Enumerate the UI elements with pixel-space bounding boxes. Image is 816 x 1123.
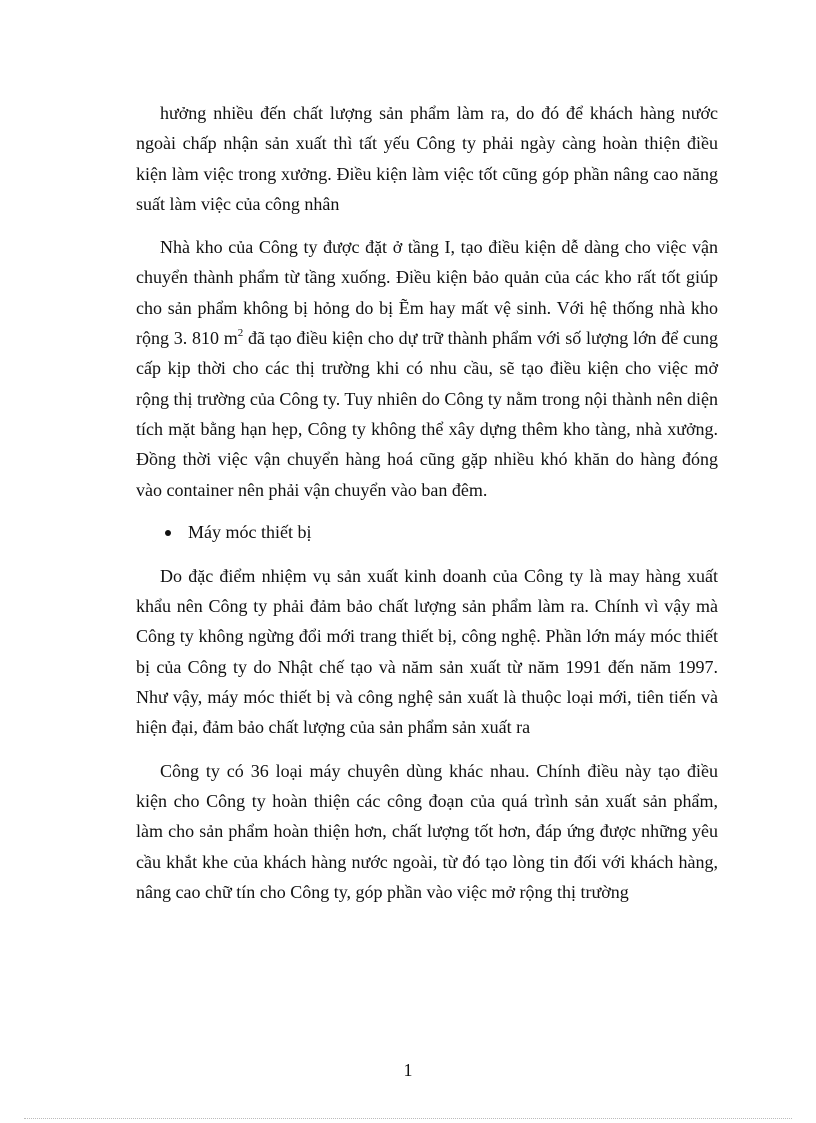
footer-divider [24, 1118, 792, 1119]
paragraph-specialized-machines: Công ty có 36 loại máy chuyên dùng khác nhau. Chính điều này tạo điều kiện cho Công ty hoàn thiện các công đoạn của quá trình sản xuất sản phẩm, làm cho sản phẩm hoàn thiện hơn, chất lượng tốt hơn, đáp ứng được những yêu cầu khắt khe của khách hàng nước ngoài, từ đó tạo lòng tin đối với khách hàng, nâng cao chữ tín cho Công ty, góp phần vào việc mở rộng thị trường [136, 760, 718, 902]
warehouse-text-part1: Nhà kho của Công ty được đặt ở tầng I, tạo điều kiện dễ dàng cho việc vận chuyển thành phẩm từ tầng xuống. Điều kiện bảo quản của các kho rất tốt giúp cho sản phẩm không bị hỏng do bị Ẽm hay mất vệ sinh. Với hệ thống nhà kho rộng 3. 810 m [136, 237, 718, 349]
body-text [136, 98, 718, 920]
bullet-label: Máy móc thiết bị [188, 522, 312, 543]
bullet-icon [165, 530, 171, 536]
paragraph-working-conditions: hưởng nhiều đến chất lượng sản phẩm làm ra, do đó để khách hàng nước ngoài chấp nhận sản xuất thì tất yếu Công ty phải ngày càng hoàn thiện điều kiện làm việc trong xưởng. Điều kiện làm việc tốt cũng góp phần nâng cao năng suất làm việc của công nhân [136, 103, 718, 214]
paragraph-warehouse [136, 232, 718, 505]
paragraph-machinery: Do đặc điểm nhiệm vụ sản xuất kinh doanh của Công ty là may hàng xuất khẩu nên Công ty phải đảm bảo chất lượng sản phẩm làm ra. Chính vì vậy mà Công ty không ngừng đổi mới trang thiết bị, công nghệ. Phần lớn máy móc thiết bị của Công ty do Nhật chế tạo và năm sản xuất từ năm 1991 đến năm 1997. Như vậy, máy móc thiết bị và công nghệ sản xuất là thuộc loại mới, tiên tiến và hiện đại, đảm bảo chất lượng của sản phẩm sản xuất ra [136, 565, 718, 738]
page-number: 1 [403, 1060, 413, 1080]
bullet-item-machinery [136, 518, 718, 548]
superscript-2: 2 [237, 327, 244, 340]
warehouse-text-part2: đã tạo điều kiện cho dự trữ thành phẩm với số lượng lớn để cung cấp kịp thời cho các thị trường khi có nhu cầu, sẽ tạo điều kiện cho việc mở rộng thị trường của Công ty. Tuy nhiên do Công ty nằm trong nội thành nên diện tích mặt bằng hạn hẹp, Công ty không thể xây dựng thêm kho tàng, nhà xưởng. Đồng thời việc vận chuyển hàng hoá cũng gặp nhiều khó khăn do hàng đóng vào container nên phải vận chuyển vào ban đêm. [136, 328, 719, 500]
